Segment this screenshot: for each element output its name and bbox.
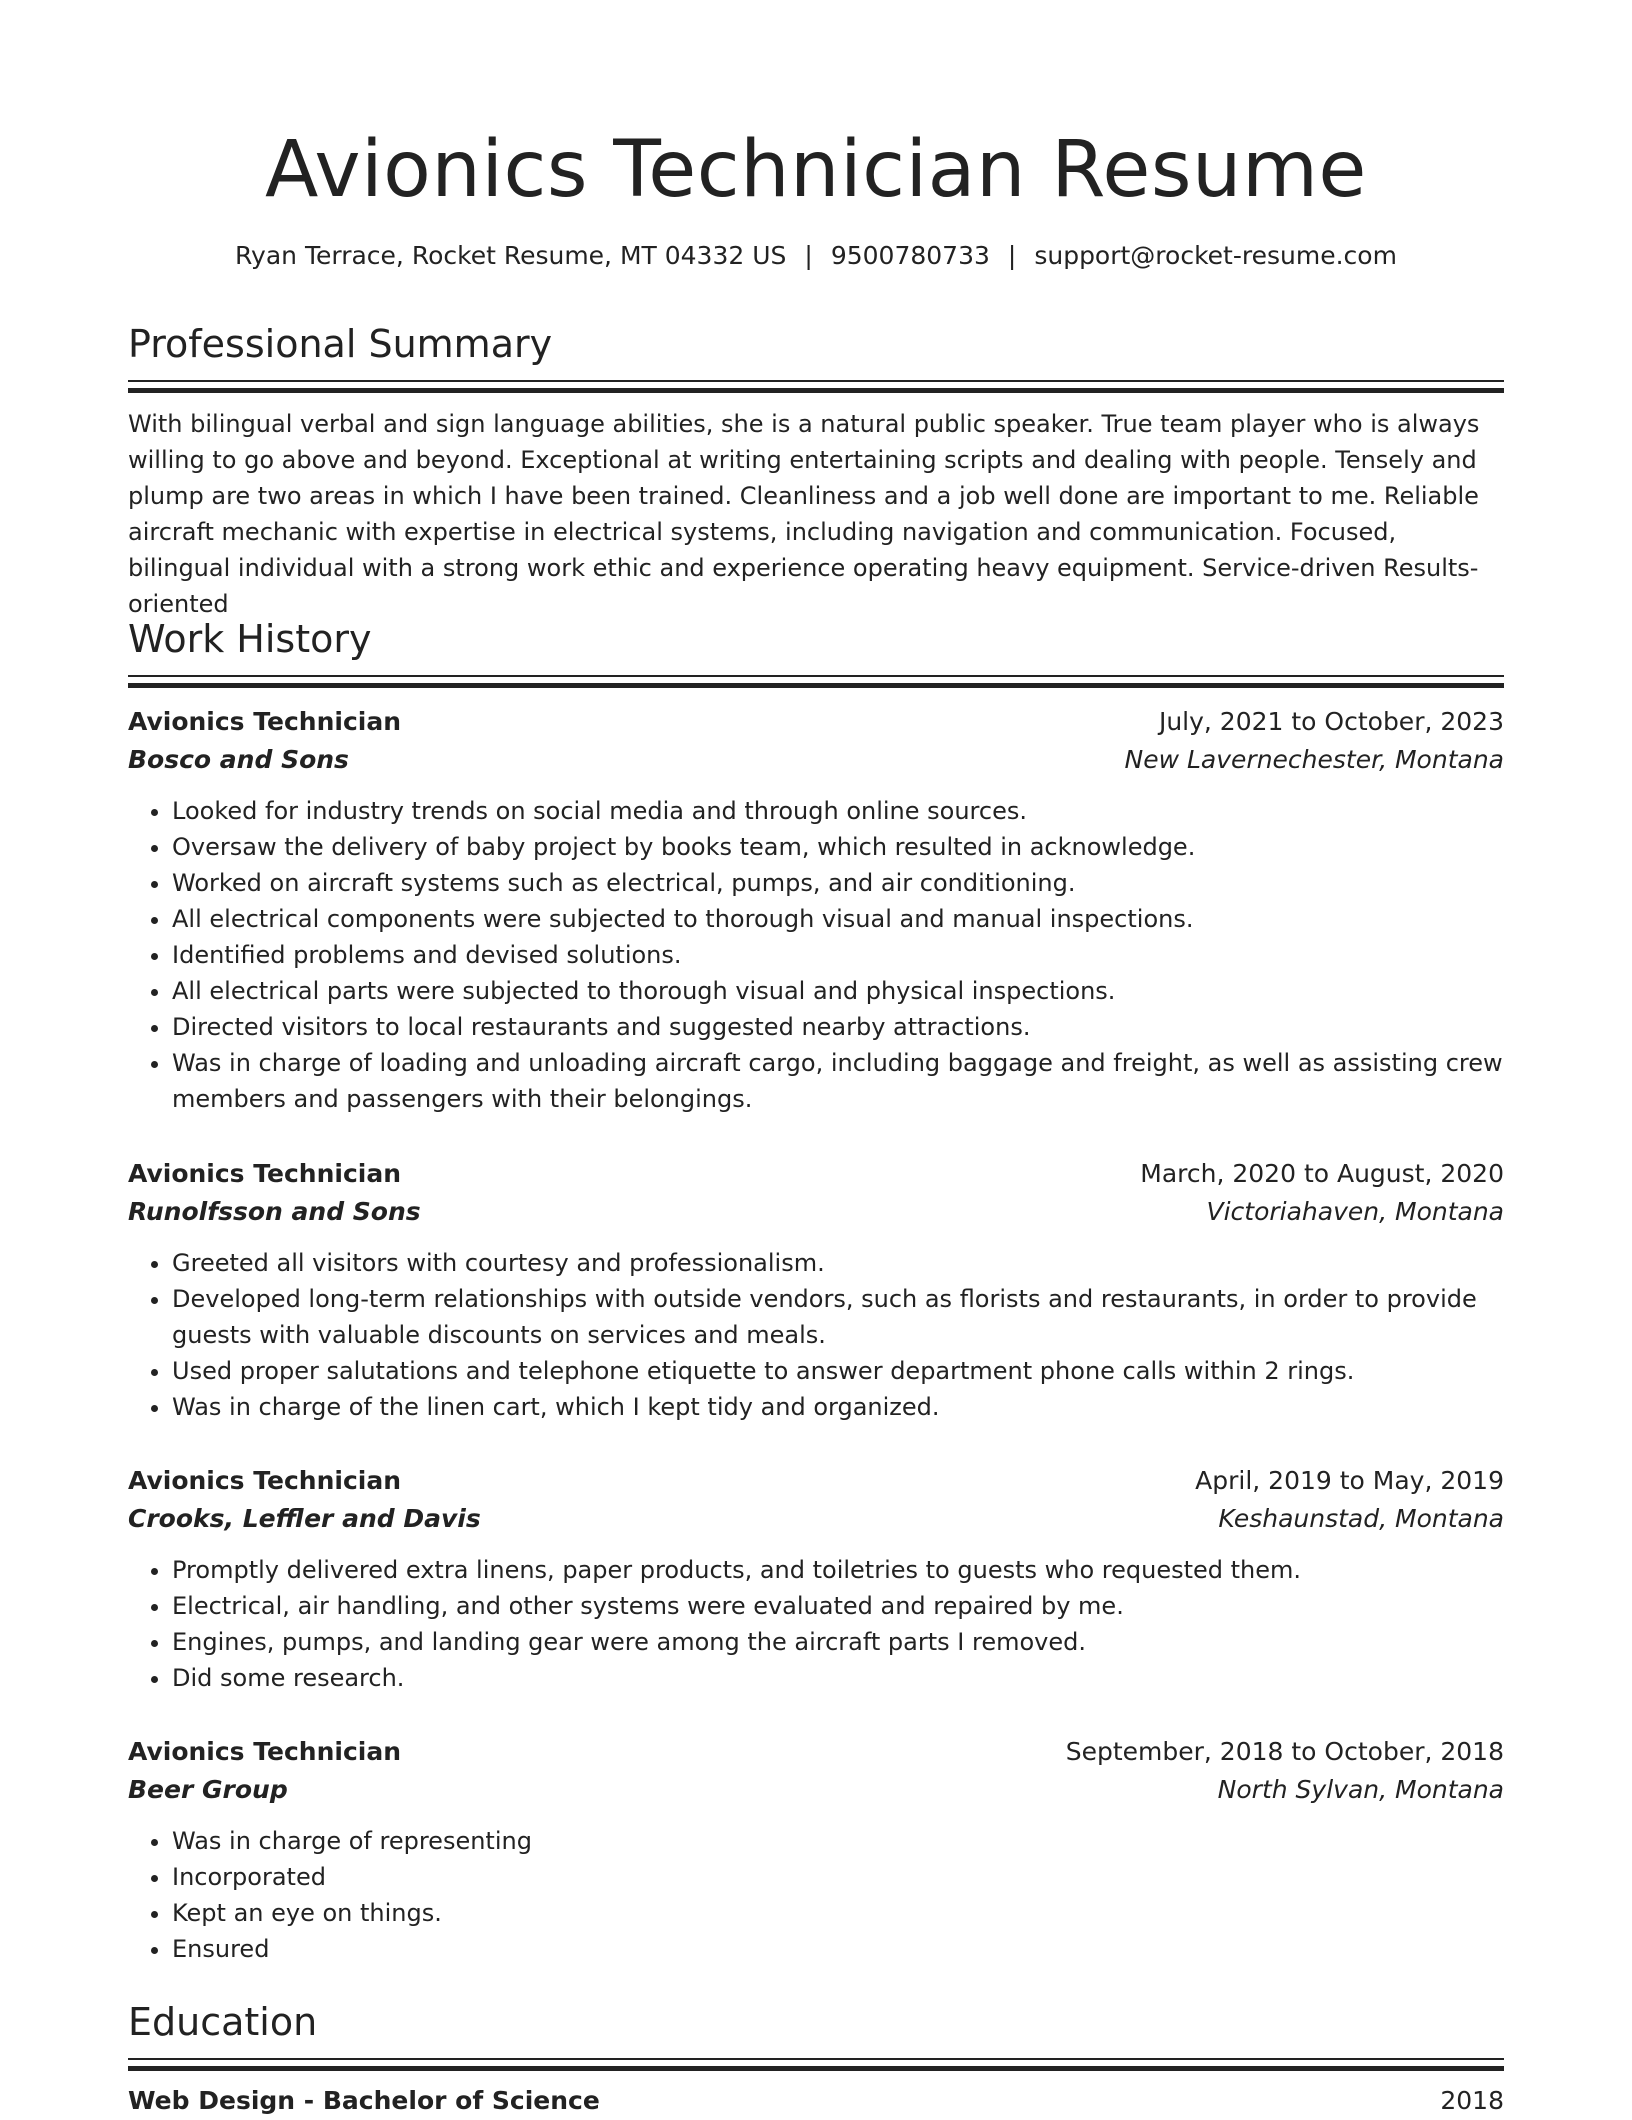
work-history-heading: Work History xyxy=(128,617,372,661)
job-dates: April, 2019 to May, 2019 xyxy=(1195,1466,1504,1495)
list-item: • All electrical parts were subjected to thorough visual and physical inspections. xyxy=(172,973,1504,1009)
summary-section xyxy=(128,318,1504,622)
list-item: • Identified problems and devised solutions. xyxy=(172,937,1504,973)
list-item: • Greeted all visitors with courtesy and professionalism. xyxy=(172,1245,1504,1281)
summary-text: With bilingual verbal and sign language abilities, she is a natural public speaker. True team player who is always willing to go above and beyond. Exceptional at writing entertaining scripts and dealing with people. Tensely and plump are two areas in which I have been trained. Cleanliness and a job well done are important to me. Reliable aircraft mechanic with expertise in electrical systems, including navigation and communication. Focused, bilingual individual with a strong work ethic and experience operating heavy equipment. Service-driven Results-oriented xyxy=(128,410,1480,618)
summary-heading: Professional Summary xyxy=(128,322,553,366)
list-item: • Ensured xyxy=(172,1931,1504,1967)
contact-separator: | xyxy=(804,241,813,270)
contact-phone: 9500780733 xyxy=(830,241,990,270)
list-item: • Worked on aircraft systems such as electrical, pumps, and air conditioning. xyxy=(172,865,1504,901)
job-location: North Sylvan, Montana xyxy=(1217,1775,1504,1804)
list-item: • Electrical, air handling, and other systems were evaluated and repaired by me. xyxy=(172,1588,1504,1624)
job-company: Crooks, Leffler and Davis xyxy=(128,1504,481,1533)
list-item: • Was in charge of the linen cart, which I kept tidy and organized. xyxy=(172,1389,1504,1425)
job-dates: July, 2021 to October, 2023 xyxy=(1158,707,1504,736)
job-title: Avionics Technician xyxy=(128,707,401,736)
contact-email: support@rocket-resume.com xyxy=(1034,241,1397,270)
list-item: • Was in charge of representing xyxy=(172,1823,1504,1859)
job-title: Avionics Technician xyxy=(128,1737,401,1766)
job-bullet-list xyxy=(128,793,1504,1117)
job-location: Keshaunstad, Montana xyxy=(1218,1504,1504,1533)
section-divider xyxy=(128,380,1504,394)
education-heading: Education xyxy=(128,2000,318,2044)
contact-separator: | xyxy=(1007,241,1017,270)
job-bullet-list xyxy=(128,1245,1504,1425)
list-item: • Engines, pumps, and landing gear were among the aircraft parts I removed. xyxy=(172,1624,1504,1660)
job-entry xyxy=(128,1155,1504,1425)
job-bullet-list xyxy=(128,1552,1504,1696)
list-item: • Did some research. xyxy=(172,1660,1504,1696)
contact-address: Ryan Terrace, Rocket Resume, MT 04332 US xyxy=(235,241,787,270)
job-dates: September, 2018 to October, 2018 xyxy=(1065,1737,1504,1766)
list-item: • Looked for industry trends on social media and through online sources. xyxy=(172,793,1504,829)
job-title: Avionics Technician xyxy=(128,1466,401,1495)
education-year: 2018 xyxy=(1440,2086,1504,2115)
job-entry xyxy=(128,703,1504,1117)
job-entry xyxy=(128,1733,1504,1967)
section-divider xyxy=(128,675,1504,689)
job-company: Runolfsson and Sons xyxy=(128,1197,421,1226)
job-company: Bosco and Sons xyxy=(128,745,349,774)
list-item: • All electrical components were subjected to thorough visual and manual inspections. xyxy=(172,901,1504,937)
list-item: • Directed visitors to local restaurants and suggested nearby attractions. xyxy=(172,1009,1504,1045)
section-divider xyxy=(128,2058,1504,2072)
job-location: Victoriahaven, Montana xyxy=(1206,1197,1504,1226)
job-dates: March, 2020 to August, 2020 xyxy=(1140,1159,1504,1188)
page-title: Avionics Technician Resume xyxy=(265,125,1367,215)
job-bullet-list xyxy=(128,1823,1504,1967)
job-location: New Lavernechester, Montana xyxy=(1124,745,1504,774)
job-company: Beer Group xyxy=(128,1775,288,1804)
education-degree: Web Design - Bachelor of Science xyxy=(128,2086,600,2115)
work-history-section xyxy=(128,613,1504,689)
list-item: • Used proper salutations and telephone etiquette to answer department phone calls within 2 rings. xyxy=(172,1353,1504,1389)
list-item: • Kept an eye on things. xyxy=(172,1895,1504,1931)
list-item: • Was in charge of loading and unloading aircraft cargo, including baggage and freight, as well as assisting crew members and passengers with their belongings. xyxy=(172,1045,1504,1117)
list-item: • Developed long-term relationships with outside vendors, such as florists and restaurants, in order to provide guests with valuable discounts on services and meals. xyxy=(172,1281,1504,1353)
list-item: • Incorporated xyxy=(172,1859,1504,1895)
job-title: Avionics Technician xyxy=(128,1159,401,1188)
education-section xyxy=(128,1996,1504,2120)
list-item: • Promptly delivered extra linens, paper products, and toiletries to guests who requested them. xyxy=(172,1552,1504,1588)
job-entry xyxy=(128,1462,1504,1696)
contact-line xyxy=(128,238,1504,274)
list-item: • Oversaw the delivery of baby project by books team, which resulted in acknowledge. xyxy=(172,829,1504,865)
